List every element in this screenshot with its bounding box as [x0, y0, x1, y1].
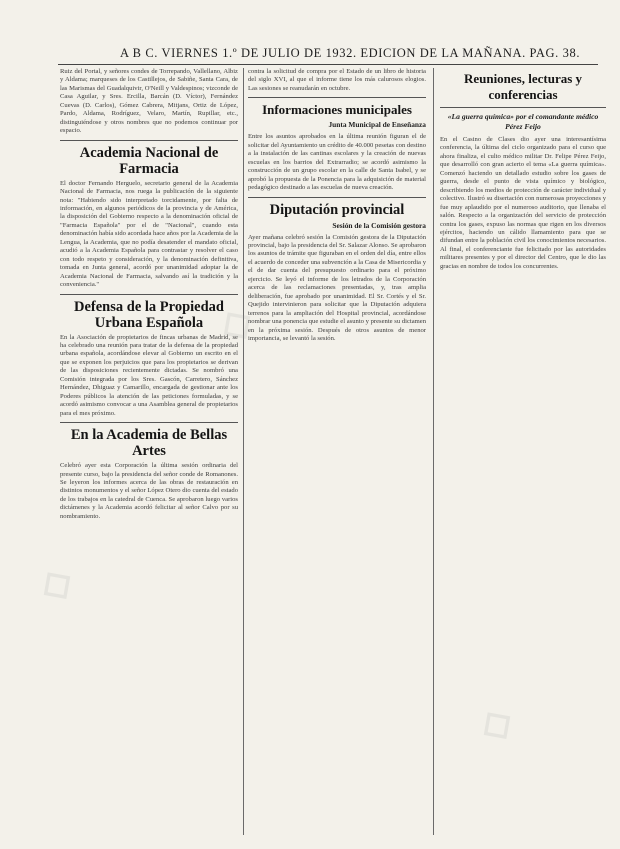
academia-farmacia-heading: Academia Nacional de Farmacia — [79, 144, 219, 177]
column-left — [60, 68, 238, 837]
section-rule — [60, 422, 238, 423]
section-rule — [60, 294, 238, 295]
watermark-mark: ◇ — [210, 295, 263, 351]
diputacion-text: Ayer mañana celebró sesión la Comisión gestora de la Diputación provincial, bajo la presidencia del Sr. Salazar Alonso. Se aprobaron los asuntos de trámite que figuraban en el orden del día, entre ellos el acuerdo de conceder una subvención a la Casa de Misericordia y el de dar cuenta del presupuesto ordinario para el próximo ejercicio. Se leyó el informe de los letrados de la Corporación acerca de las reclamaciones presentadas, y, tras amplia deliberación, fue aprobado por unanimidad. El Sr. Cortés y el Sr. Quejido intervinieron para solicitar que la Diputación adquiera terrenos para la ampliación del Hospital provincial, acordándose nombrar una ponencia que estudie el asunto y presente su dictamen en la próxima sesión. Después de otros asuntos de menor importancia, se levantó la sesión. — [248, 233, 426, 342]
column-middle — [248, 68, 426, 837]
top-rule — [58, 64, 598, 65]
conferencia-text: En el Casino de Clases dio ayer una interesantísima conferencia, la última del ciclo organizado para el curso que ahora finaliza, el culto médico militar Dr. Felipe Pérez Feijo, que desarrolló con gran acierto el tema «La guerra química». Comenzó haciendo un detallado estudio sobre los gases de guerra, desde el punto de vista químico y biológico, describiendo los medios de protección de carácter individual y colectivo. Ilustró su disertación con numerosas proyecciones y fue muy aplaudido por el numeroso auditorio, que llenaba el salón. Respecto a la organización del servicio de protección contra los gases, expuso las normas que rigen en los diversos ejércitos, haciendo un cálido llamamiento para que se difundan entre la población civil los conocimientos necesarios. Al final, el conferenciante fue felicitado por las autoridades militares presentes y por el director del Centro, que le dio las gracias en nombre de todos los concurrentes. — [440, 136, 606, 270]
column-divider — [243, 68, 244, 835]
bellas-artes-text: Celebró ayer esta Corporación la última sesión ordinaria del presente curso, bajo la presidencia del señor conde de Romanones. Se leyeron los informes acerca de las obras de restauración en distintos monumentos y el señor López Otero dio cuenta del estado de los trabajos en la catedral de Cuenca. Se aprobaron luego varios dictámenes y la Academia acordó felicitar al señor Calvo por su nombramiento. — [60, 462, 238, 520]
section-rule — [248, 197, 426, 198]
column-divider — [433, 68, 434, 835]
reuniones-heading: Reuniones, lecturas y conferencias — [463, 71, 583, 102]
continued-text: contra la solicitud de compra por el Estado de un libro de historia del siglo XVI, al que el informe tiene los más calurosos elogios. Las sesiones se reanudarán en octubre. — [248, 68, 426, 92]
section-rule — [248, 97, 426, 98]
academia-farmacia-text: El doctor Fernando Herguelo, secretario general de la Academia Nacional de Farmacia, nos ruega la publicación de la siguiente nota: "Habiendo sido interpretado torcidamente, por falta de información, en algunos periódicos de la provincia y de América, la disposición del Gobierno respecto a la denominación oficial de "Farmacia Española" por el de "Nacional", cuando esta denominación había sido acordada hace años por la Academia de la Lengua, la Academia, que no podía desatender el mandato oficial, acudió a la Academia Española para contrastar y resolver el caso con todo respeto y consideración, y la denominación definitiva, tomada en Junta general, acordó por unanimidad adoptar la de Academia Nacional de Farmacia, salvando así la tradición y la conveniencia." — [60, 179, 238, 289]
junta-text: Entre los asuntos aprobados en la última reunión figuran el de solicitar del Ayuntamiento un crédito de 40.000 pesetas con destino a la instalación de las cantinas escolares y la creación de nuevas escuelas en los barrios del Extrarradio; se acordó asimismo la construcción de un grupo escolar en la calle de Santa Isabel, y se aprobó la propuesta de la Ponencia para la adquisición de material pedagógico destinado a las escuelas de nueva creación. — [248, 133, 426, 192]
conferencia-heading: «La guerra química» por el comandante médico Pérez Feijo — [447, 112, 599, 131]
column-right — [440, 68, 606, 837]
bellas-artes-heading: En la Academia de Bellas Artes — [70, 427, 228, 460]
section-rule — [440, 107, 606, 108]
watermark-mark: ◇ — [470, 695, 523, 751]
watermark-mark: ◇ — [30, 555, 83, 611]
defensa-propiedad-heading: Defensa de la Propiedad Urbana Española — [74, 298, 224, 331]
diputacion-heading: Diputación provincial — [269, 201, 405, 218]
running-head: A B C. VIERNES 1.º DE JULIO DE 1932. EDICION DE LA MAÑANA. PAG. 38. — [120, 46, 581, 60]
sesion-subheading: Sesión de la Comisión gestora — [332, 220, 426, 230]
defensa-propiedad-text: En la Asociación de propietarios de fincas urbanas de Madrid, se ha celebrado una reunión para tratar de la defensa de la propiedad urbana española, acordándose elevar al Gobierno un escrito en el que se exponen los perjuicios que para los propietarios se derivan de las disposiciones recientemente dictadas. Se nombró una Comisión integrada por los Sres. Gascón, Carretero, Sánchez Hernández, Dhiguaz y Camarillo, encargada de gestionar ante los Poderes públicos la atención de las peticiones formuladas, y se acordó asimismo convocar a una Asamblea general de propietarios para el mes próximo. — [60, 333, 238, 417]
junta-subheading: Junta Municipal de Enseñanza — [328, 120, 426, 130]
informaciones-heading: Informaciones municipales — [262, 102, 412, 118]
society-list-text: Ruiz del Portal, y señores condes de Torrepando, Vallellano, Albiz y Aldama; marqueses de los Castillejos, de Sabiñe, Santa Cara, de las Marismas del Guadalquivir, O'Neill y Valdespinos; vizconde de Casa Aguilar, y Sres. Ercilla, Barcán (D. Víctor), Fernández Cuevas (D. Carlos), Gómez Cabrera, Mitjans, Ortiz de López, Pardo, Aldama, Rodríguez, Velaro, Martín, Rupillar, etc., distinguiéndose y otros nombres que no podemos continuar por espacio. — [60, 68, 238, 135]
section-rule — [60, 140, 238, 141]
